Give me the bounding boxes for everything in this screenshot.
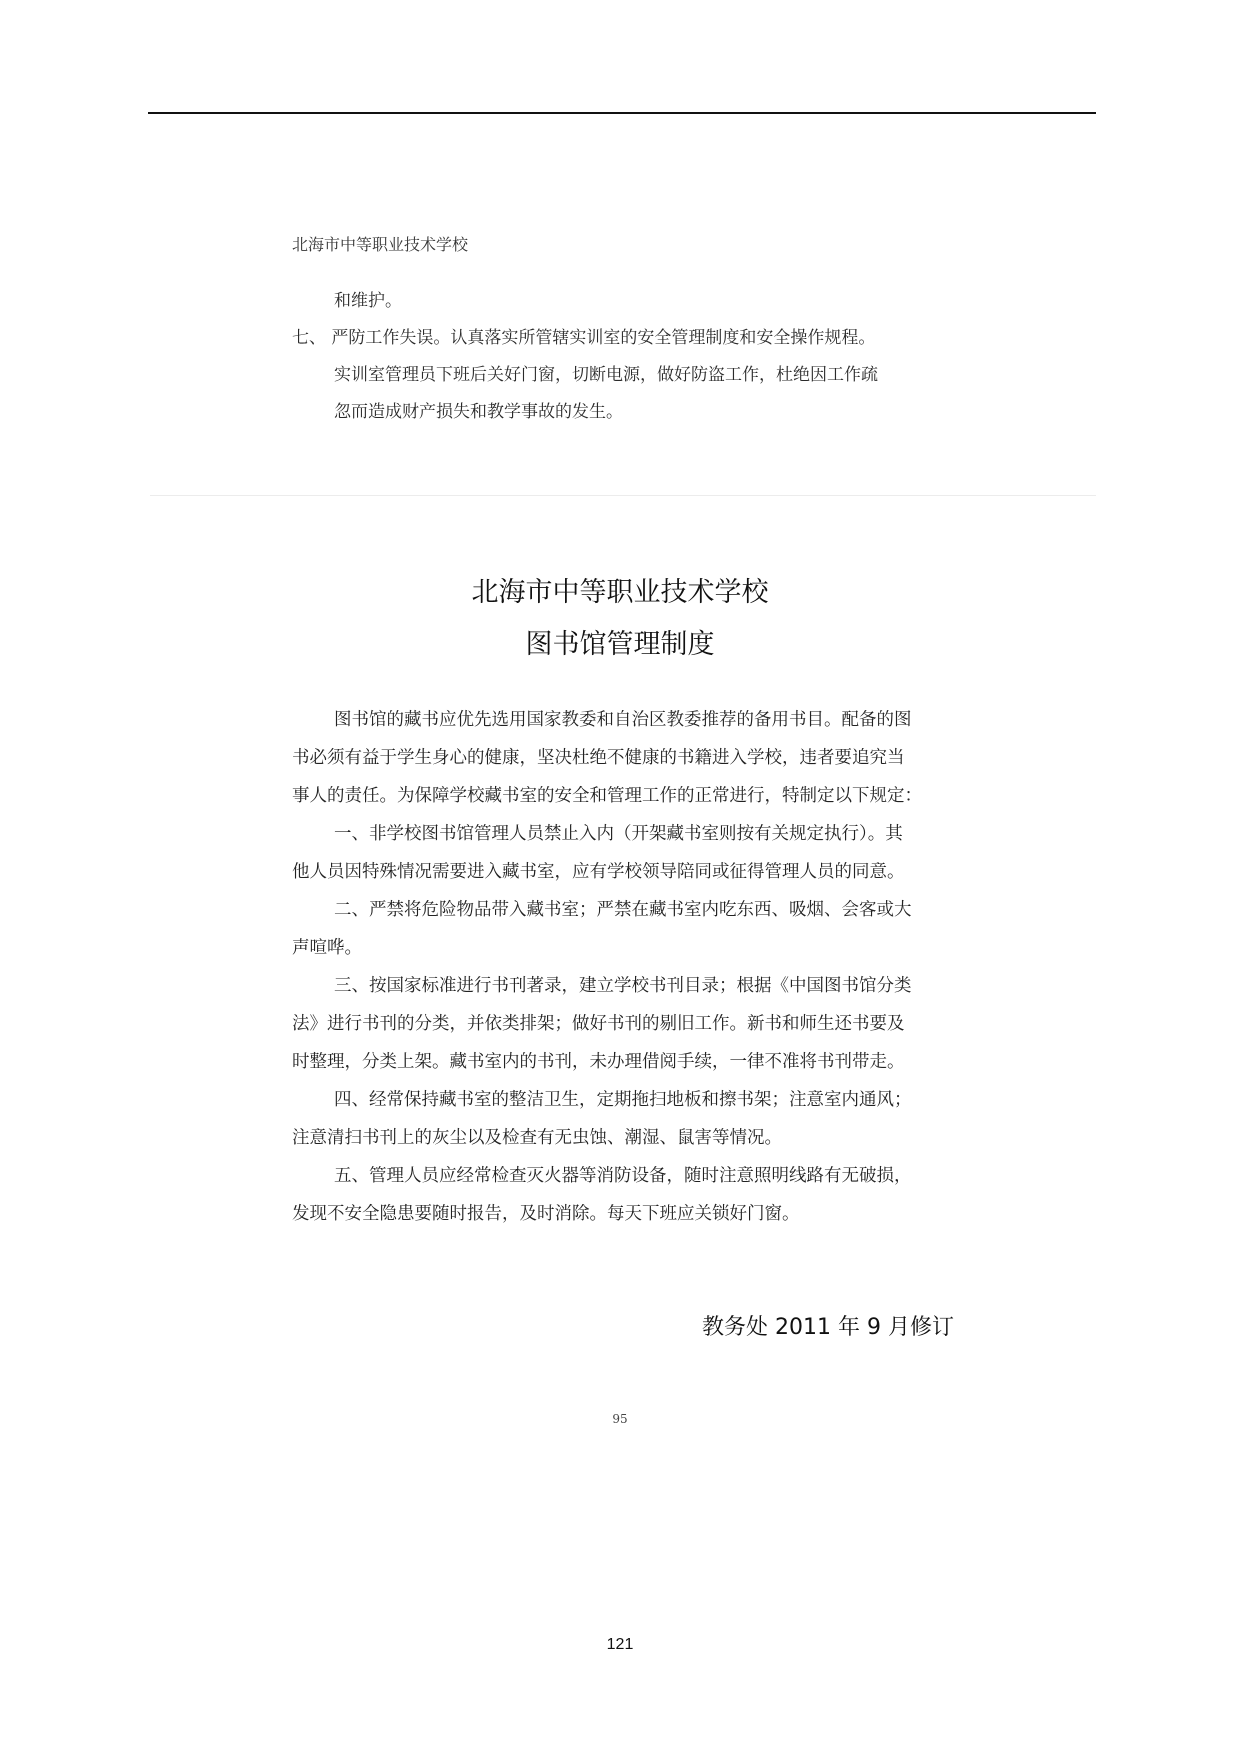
section-divider bbox=[150, 495, 1096, 496]
paragraph-line: 注意清扫书刊上的灰尘以及检查有无虫蚀、潮湿、鼠害等情况。 bbox=[292, 1128, 782, 1148]
paragraph-line: 五、管理人员应经常检查灭火器等消防设备，随时注意照明线路有无破损， bbox=[334, 1166, 912, 1186]
paragraph-line: 时整理，分类上架。藏书室内的书刊，未办理借阅手续，一律不准将书刊带走。 bbox=[292, 1052, 905, 1072]
previous-text-line: 七、 严防工作失误。认真落实所管辖实训室的安全管理制度和安全操作规程。 bbox=[292, 328, 876, 348]
previous-text-line: 实训室管理员下班后关好门窗，切断电源，做好防盗工作，杜绝因工作疏 bbox=[334, 365, 878, 385]
paragraph-line: 书必须有益于学生身心的健康，坚决杜绝不健康的书籍进入学校，违者要追究当 bbox=[292, 748, 905, 768]
header-rule bbox=[148, 112, 1096, 114]
paragraph-line: 声喧哗。 bbox=[292, 938, 362, 958]
previous-text-line: 和维护。 bbox=[334, 291, 402, 311]
paragraph-line: 事人的责任。为保障学校藏书室的安全和管理工作的正常进行，特制定以下规定： bbox=[292, 786, 922, 806]
previous-text-line: 忽而造成财产损失和教学事故的发生。 bbox=[334, 402, 623, 422]
running-header: 北海市中等职业技术学校 bbox=[292, 235, 469, 254]
paragraph-line: 二、严禁将危险物品带入藏书室；严禁在藏书室内吃东西、吸烟、会客或大 bbox=[334, 900, 912, 920]
document-title-school: 北海市中等职业技术学校 bbox=[471, 577, 769, 608]
paragraph-line: 法》进行书刊的分类，并依类排架；做好书刊的剔旧工作。新书和师生还书要及 bbox=[292, 1014, 905, 1034]
revision-signature: 教务处 2011 年 9 月修订 bbox=[702, 1315, 954, 1340]
inner-page-number: 95 bbox=[612, 1412, 628, 1426]
paragraph-line: 发现不安全隐患要随时报告，及时消除。每天下班应关锁好门窗。 bbox=[292, 1204, 800, 1224]
paragraph-line: 图书馆的藏书应优先选用国家教委和自治区教委推荐的备用书目。配备的图 bbox=[334, 710, 912, 730]
document-title: 图书馆管理制度 bbox=[525, 629, 715, 660]
page-number: 121 bbox=[606, 1636, 634, 1653]
paragraph-line: 一、非学校图书馆管理人员禁止入内（开架藏书室则按有关规定执行）。其 bbox=[334, 824, 903, 844]
paragraph-line: 四、经常保持藏书室的整洁卫生，定期拖扫地板和擦书架；注意室内通风； bbox=[334, 1090, 912, 1110]
paragraph-line: 他人员因特殊情况需要进入藏书室，应有学校领导陪同或征得管理人员的同意。 bbox=[292, 862, 905, 882]
paragraph-line: 三、按国家标准进行书刊著录，建立学校书刊目录；根据《中国图书馆分类 bbox=[334, 976, 912, 996]
